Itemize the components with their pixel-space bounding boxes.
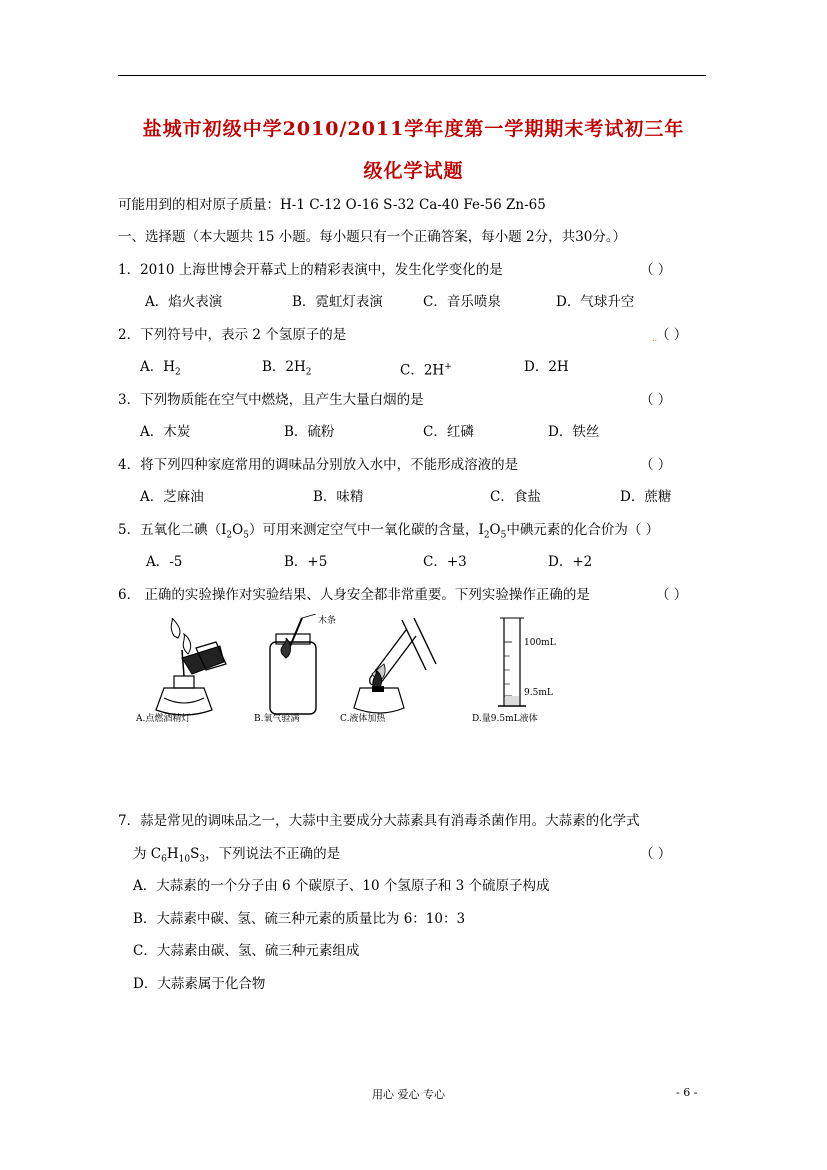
stray-mark: ..	[652, 334, 658, 343]
q4-option-c: C．食盐	[490, 489, 541, 505]
caption-a: A.点燃酒精灯	[136, 714, 191, 724]
q7-option-b: B．大蒜素中碳、氢、硫三种元素的质量比为 6：10：3	[133, 911, 466, 927]
question-4: 4．将下列四种家庭常用的调味品分别放入水中，不能形成溶液的是	[118, 457, 519, 473]
figure-c-liquid-heating	[336, 616, 446, 730]
q4-option-b: B．味精	[313, 489, 364, 505]
exam-title-line2: 级化学试题	[363, 160, 464, 182]
q5-option-a: A．-5	[146, 554, 183, 570]
q2-option-d: D．2H	[524, 359, 569, 375]
label-9-5ml: 9.5mL	[524, 688, 553, 698]
q1-option-d: D．气球升空	[556, 294, 635, 310]
figure-d-graduated-cylinder	[470, 612, 580, 730]
header-rule	[118, 75, 706, 76]
q5-option-b: B．+5	[284, 554, 328, 570]
q1-option-a: A．焰火表演	[145, 294, 223, 310]
answer-bracket-2: （ ）	[656, 327, 688, 343]
label-100ml: 100mL	[524, 638, 556, 648]
figure-a-lighting-lamp	[134, 618, 234, 730]
atomic-masses: 可能用到的相对原子质量：H-1 C-12 O-16 S-32 Ca-40 Fe-56 Zn-65	[118, 197, 546, 213]
caption-d: D.量9.5mL液体	[472, 714, 538, 724]
q7-option-a: A．大蒜素的一个分子由 6 个碳原子、10 个氢原子和 3 个硫原子构成	[133, 878, 550, 894]
q1-option-c: C．音乐喷泉	[423, 294, 501, 310]
q7-option-d: D．大蒜素属于化合物	[133, 976, 266, 992]
q2-option-b: B．$2H_2$	[262, 359, 312, 378]
q3-option-c: C．红磷	[423, 424, 474, 440]
label-wood-stick: 木条	[318, 616, 337, 626]
page-number: - 6 -	[676, 1086, 698, 1099]
question-7-formula: 为 $C_6H_{10}S_3$，下列说法不正确的是	[133, 846, 341, 865]
question-3: 3．下列物质能在空气中燃烧，且产生大量白烟的是	[118, 392, 424, 408]
footer-motto: 用心 爱心 专心	[372, 1088, 445, 1101]
question-2: 2．下列符号中，表示 2 个氢原子的是	[118, 327, 347, 343]
section-heading: 一、选择题（本大题共 15 小题。每小题只有一个正确答案，每小题 2分，共30分。）	[118, 229, 627, 245]
q3-option-a: A．木炭	[140, 424, 191, 440]
answer-bracket-6: （ ）	[656, 587, 688, 603]
q2-option-a: A．$H_2$	[140, 359, 181, 378]
answer-bracket-4: （ ）	[640, 457, 672, 473]
caption-c: C.液体加热	[340, 714, 386, 724]
q4-option-d: D．蔗糖	[620, 489, 672, 505]
answer-bracket-1: （ ）	[640, 262, 672, 278]
q2-option-c: C．2H+	[400, 362, 452, 379]
question-5: 5．五氧化二碘$(I_2O_5)$可用来测定空气中一氧化碳的含量，$I_2O_5$中碘元素的化合价为（ ）	[118, 522, 660, 541]
question-1: 1．2010 上海世博会开幕式上的精彩表演中，发生化学变化的是	[118, 262, 503, 278]
q1-option-b: B．霓虹灯表演	[292, 294, 383, 310]
q5-option-c: C．+3	[423, 554, 467, 570]
q5-option-d: D．+2	[548, 554, 593, 570]
q3-option-b: B．硫粉	[284, 424, 335, 440]
answer-bracket-7: （ ）	[640, 846, 672, 862]
question-7: 7．蒜是常见的调味品之一，大蒜中主要成分大蒜素具有消毒杀菌作用。大蒜素的化学式	[118, 813, 640, 829]
q3-option-d: D．铁丝	[548, 424, 600, 440]
q7-option-c: C．大蒜素由碳、氢、硫三种元素组成	[133, 943, 360, 959]
exam-title: 盐城市初级中学2010/2011学年度第一学期期末考试初三年	[142, 118, 685, 140]
figure-b-oxygen-test	[250, 614, 350, 730]
caption-b: B.氧气验满	[254, 714, 300, 724]
q4-option-a: A．芝麻油	[140, 489, 204, 505]
answer-bracket-3: （ ）	[640, 392, 672, 408]
question-6: 6． 正确的实验操作对实验结果、人身安全都非常重要。下列实验操作正确的是	[118, 587, 590, 603]
